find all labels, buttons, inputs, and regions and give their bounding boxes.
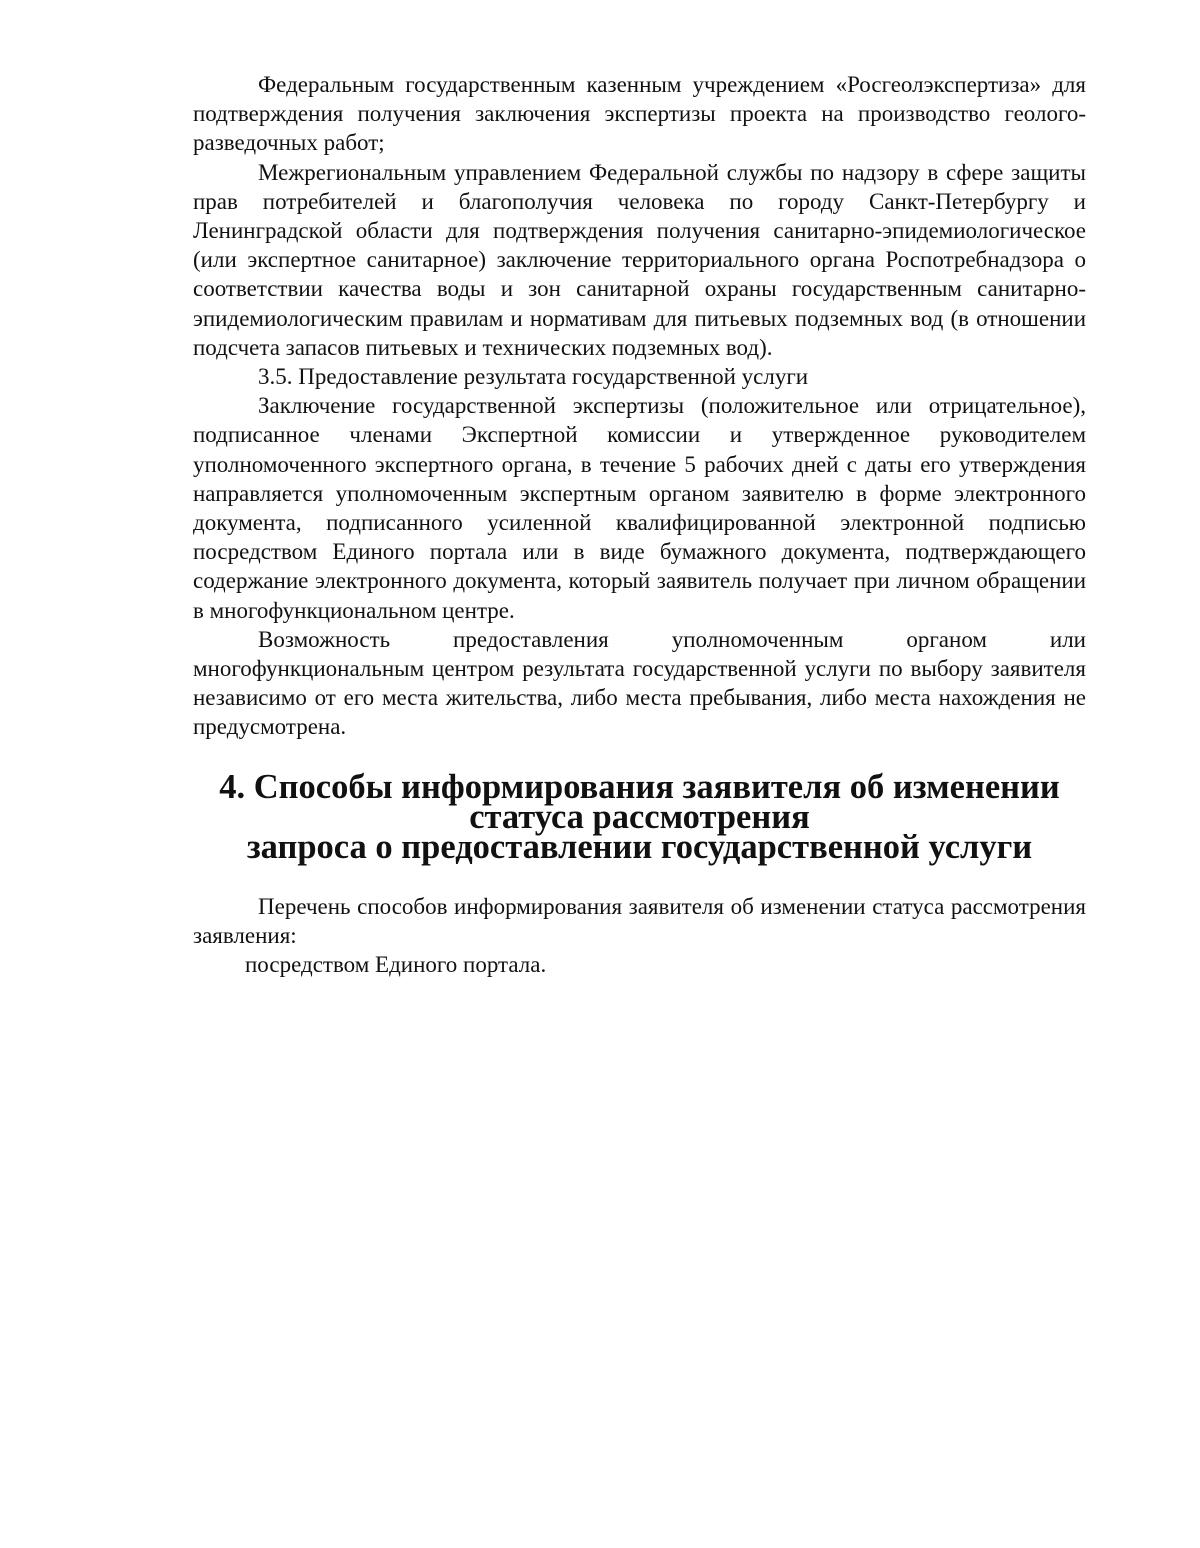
paragraph-rosgeolekspertiza: Федеральным государственным казенным учреждением «Росгеолэкспертиза» для подтверждения получения заключения экспертизы проекта на производство геолого-разведочных работ; [193,72,1086,156]
section-4-heading-line-1: 4. Способы информирования заявителя об изменении статуса рассмотрения [219,767,1060,836]
paragraph-extraterritorial: Возможность предоставления уполномоченным органом или многофункциональным центром результата государственной услуги по выбору заявителя независимо от его места жительства, либо места пребывания, либо места нахождения не предусмотрена. [193,626,1086,740]
paragraph-rospotrebnadzor: Межрегиональным управлением Федеральной службы по надзору в сфере защиты прав потребителей и благополучия человека по городу Санкт-Петербургу и Ленинградской области для подтверждения получения санитарно-эпидемиологическое (или экспертное санитарное) заключение территориального органа Роспотребнадзора о соответствии качества воды и зон санитарной охраны государственным санитарно-эпидемиологическим правилам и нормативам для питьевых подземных вод (в отношении подсчета запасов питьевых и технических подземных вод). [193,159,1086,360]
section-4-heading-line-2: запроса о предоставлении государственной услуги [246,827,1033,866]
subheading-result-provision: 3.5. Предоставление результата государственной услуги [258,364,809,390]
section-4-heading [193,767,1086,866]
document-page [193,70,1086,979]
paragraph-expertise-conclusion: Заключение государственной экспертизы (положительное или отрицательное), подписанное членами Экспертной комиссии и утвержденное руководителем уполномоченного экспертного органа, в течение 5 рабочих дней с даты его утверждения направляется уполномоченным экспертным органом заявителю в форме электронного документа, подписанного усиленной квалифицированной электронной подписью посредством Единого портала или в виде бумажного документа, подтверждающего содержание электронного документа, который заявитель получает при личном обращении в многофункциональном центре. [193,393,1086,623]
paragraph-via-portal: посредством Единого портала. [245,952,547,978]
paragraph-notification-methods: Перечень способов информирования заявителя об изменении статуса рассмотрения заявления: [193,893,1086,948]
